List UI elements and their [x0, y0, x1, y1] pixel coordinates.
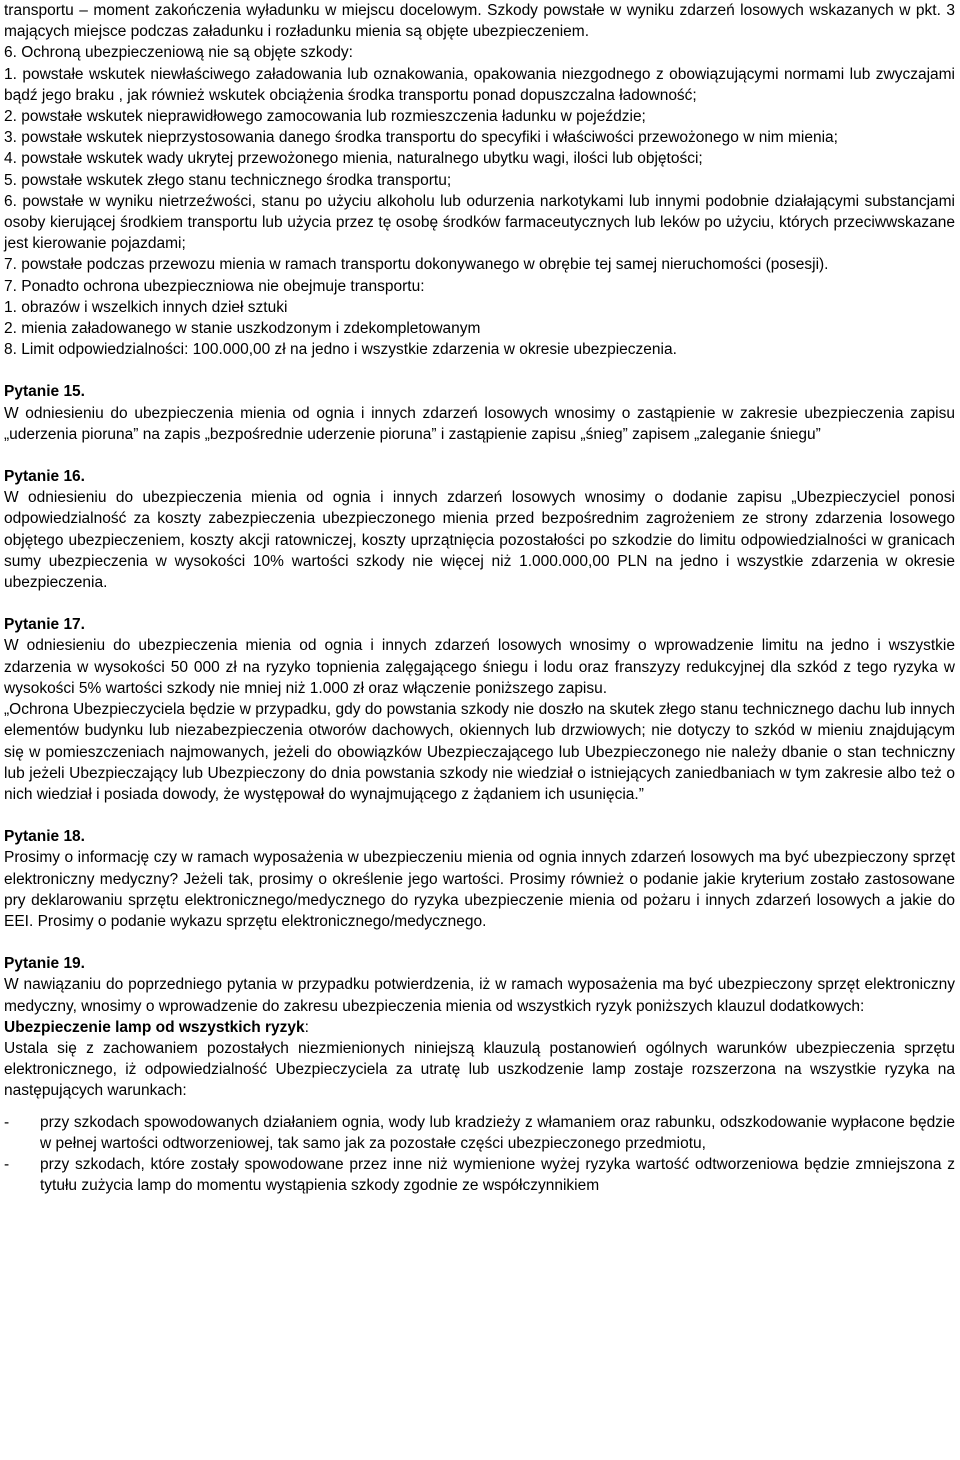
question-17-body: W odniesieniu do ubezpieczenia mienia od ognia i innych zdarzeń losowych wnosimy o wprowadzenie limitu na jedno i wszystkie zdarzenia w wysokości 50 000 zł na ryzyko topnienia zalęgającego śniegu i lodu oraz franszyzy redukcyjnej dla szkód z tego ryzyka w wysokości 5% wartości szkody nie mniej niż 1.000 zł oraz włączenie poniższego zapisu. — [4, 637, 955, 697]
clause-title-line — [4, 1017, 955, 1038]
exclusion-item: 2. powstałe wskutek nieprawidłowego zamocowania lub rozmieszczenia ładunku w pojeździe; — [4, 108, 646, 126]
question-15-heading: Pytanie 15. — [4, 383, 85, 401]
question-17-heading: Pytanie 17. — [4, 616, 85, 634]
exclusion-item: 6. powstałe w wyniku nietrzeźwości, stanu po użyciu alkoholu lub odurzenia narkotykami lub innymi podobnie działającymi substancjami osoby kierującej środkiem transportu lub użycia przez tę osobę środków farmaceutycznych lub leków po użyciu, których przeciwwskazane jest kierowanie pojazdami; — [4, 192, 955, 253]
document-page — [4, 0, 955, 1196]
exclusion-item: 4. powstałe wskutek wady ukrytej przewożonego mienia, naturalnego ubytku wagi, ilości lub objętości; — [4, 150, 703, 168]
question-15-body: W odniesieniu do ubezpieczenia mienia od ognia i innych zdarzeń losowych wnosimy o zastąpienie w zakresie ubezpieczenia zapisu „uderzenia pioruna” na zapis „bezpośrednie uderzenie pioruna” i zastąpienie zapisu „śnieg” zapisem „zaleganie śniegu” — [4, 404, 955, 443]
transport-exclusion-item: 1. obrazów i wszelkich innych dzieł sztuki — [4, 298, 288, 316]
clause-bullet — [4, 1112, 955, 1154]
dash-marker: - — [4, 1113, 10, 1131]
dash-marker: - — [4, 1155, 10, 1173]
transport-exclusions-heading: 7. Ponadto ochrona ubezpieczniowa nie obejmuje transportu: — [4, 277, 425, 295]
question-18-heading: Pytanie 18. — [4, 828, 85, 846]
exclusion-item: 7. powstałe podczas przewozu mienia w ramach transportu dokonywanego w obrębie tej samej nieruchomości (posesji). — [4, 256, 829, 274]
clause-bullet — [4, 1154, 955, 1196]
exclusion-item: 1. powstałe wskutek niewłaściwego załadowania lub oznakowania, opakowania niezgodnego z obowiązującymi normami lub zwyczajami bądź jego braku , jak również wskutek obciążenia środka transportu ponad dopuszczalna ładowność; — [4, 65, 955, 104]
liability-limit: 8. Limit odpowiedzialności: 100.000,00 zł na jedno i wszystkie zdarzenia w okresie ubezpieczenia. — [4, 341, 677, 359]
question-19-heading: Pytanie 19. — [4, 955, 85, 973]
clause-bullet-text: przy szkodach, które zostały spowodowane przez inne niż wymienione wyżej ryzyka wartość odtworzeniowa będzie zmniejszona z tytułu zużycia lamp do momentu wystąpienia szkody zgodnie ze współczynnikiem — [40, 1155, 955, 1195]
clause-bullet-text: przy szkodach spowodowanych działaniem ognia, wody lub kradzieży z włamaniem oraz rabunku, odszkodowanie wypłacone będzie w pełnej wartości odtworzeniowej, tak samo jak za pozostałe części ubezpieczonego przedmiotu, — [40, 1113, 955, 1152]
question-16-body: W odniesieniu do ubezpieczenia mienia od ognia i innych zdarzeń losowych wnosimy o dodanie zapisu „Ubezpieczyciel ponosi odpowiedzialność za koszty zabezpieczenia ubezpieczonego mienia przed bezpośrednim zagrożeniem ze strony zdarzenia losowego objętego ubezpieczeniem, koszty akcji ratowniczej, koszty uprzątnięcia pozostałości po szkodzie do limitu odpowiedzialności w granicach sumy ubezpieczenia w wysokości 10% wartości szkody nie więcej niż 1.000.000,00 PLN na jedno i wszystkie zdarzenia w okresie ubezpieczenia. — [4, 489, 955, 592]
clause-title: Ubezpieczenie lamp od wszystkich ryzyk — [4, 1018, 305, 1036]
intro-paragraph: transportu – moment zakończenia wyładunku w miejscu docelowym. Szkody powstałe w wyniku zdarzeń losowych wskazanych w pkt. 3 mających miejsce podczas załadunku i rozładunku mienia są objęte ubezpieczeniem. — [4, 2, 955, 41]
exclusion-item: 5. powstałe wskutek złego stanu technicznego środka transportu; — [4, 171, 452, 189]
exclusions-heading: 6. Ochroną ubezpieczeniową nie są objęte szkody: — [4, 44, 353, 62]
question-19-body: W nawiązaniu do poprzedniego pytania w przypadku potwierdzenia, iż w ramach wyposażenia ma być ubezpieczony sprzęt elektroniczny medyczny, wnosimy o wprowadzenie do zakresu ubezpieczenia mienia od wszystkich ryzyk poniższych klauzul dodatkowych: — [4, 976, 955, 1015]
clause-title-colon: : — [304, 1018, 309, 1036]
question-18-body: Prosimy o informację czy w ramach wyposażenia w ubezpieczeniu mienia od ognia innych zdarzeń losowych ma być ubezpieczony sprzęt elektroniczny medyczny? Jeżeli tak, prosimy o określenie jego wartości. Prosimy również o podanie jakie kryterium zostało zastosowane pry deklarowaniu sprzętu elektronicznego/medycznego do ryzyka ubezpieczenie mienia od pożaru i innych zdarzeń losowych a jakie do EEI. Prosimy o podanie wykazu sprzętu elektronicznego/medycznego. — [4, 849, 955, 930]
question-16-heading: Pytanie 16. — [4, 468, 85, 486]
transport-exclusion-item: 2. mienia załadowanego w stanie uszkodzonym i zdekompletowanym — [4, 320, 481, 338]
clause-body: Ustala się z zachowaniem pozostałych niezmienionych niniejszą klauzulą postanowień ogólnych warunków ubezpieczenia sprzętu elektronicznego, iż odpowiedzialność Ubezpieczyciela za utratę lub uszkodzenie lamp zostaje rozszerzona na wszystkie ryzyka na następujących warunkach: — [4, 1039, 955, 1100]
exclusion-item: 3. powstałe wskutek nieprzystosowania danego środka transportu do specyfiki i właściwości przewożonego w nim mienia; — [4, 129, 838, 147]
question-17-quote: „Ochrona Ubezpieczyciela będzie w przypadku, gdy do powstania szkody nie doszło na skutek złego stanu technicznego dachu lub innych elementów budynku lub niezabezpieczenia otworów dachowych, okiennych lub drzwiowych; nie dotyczy to szkód w mieniu znajdującym się w pomieszczeniach najmowanych, jeżeli do obowiązków Ubezpieczającego lub Ubezpieczonego nie należy dbanie o stan techniczny lub jeżeli Ubezpieczający lub Ubezpieczony do dnia powstania szkody nie wiedział o istniejących zaniedbaniach w tym zakresie albo też o nich wiedział i posiada dowody, że występował do wynajmującego z żądaniem ich usunięcia.” — [4, 701, 955, 803]
